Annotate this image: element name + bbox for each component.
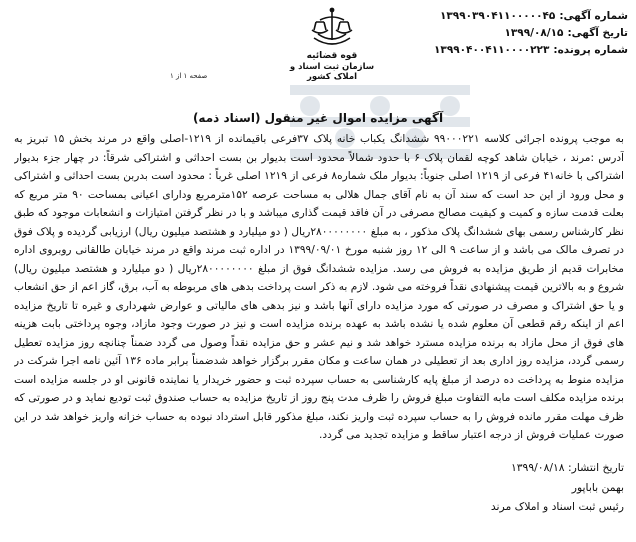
ad-number-label: شماره آگهی: — [559, 10, 628, 22]
page-number: صفحه ۱ از ۱ — [170, 72, 208, 80]
ad-date-value: ۱۳۹۹/۰۸/۱۵ — [504, 27, 564, 39]
org-name-registration: سازمان ثبت اسناد و املاک کشور — [289, 62, 375, 82]
signer-position: رئیس ثبت اسناد و املاک مرند — [490, 500, 624, 513]
ad-number-row — [378, 8, 628, 25]
org-name-judiciary: قوه قضائیه — [306, 51, 358, 61]
notice-title: آگهی مزایده اموال غیر منقول (اسناد ذمه) — [192, 111, 444, 125]
ad-number-value: ۱۳۹۹۰۳۹۰۴۱۱۰۰۰۰۰۴۵ — [439, 10, 556, 22]
signature-block — [360, 458, 624, 517]
judiciary-emblem — [286, 6, 378, 86]
ad-meta-block — [378, 8, 628, 59]
case-number-label: شماره پرونده: — [553, 44, 628, 56]
case-number-value: ۱۳۹۹۰۴۰۰۴۱۱۰۰۰۰۲۲۳ — [434, 44, 550, 56]
ad-date-row — [378, 25, 628, 42]
scales-emblem-icon — [306, 6, 358, 50]
ad-date-label: تاریخ آگهی: — [567, 27, 628, 39]
notice-body: به موجب پرونده اجرائی کلاسه ۹۹۰۰۰۲۲۱ ششدانگ یکباب خانه پلاک ۳۷فرعی باقیمانده از ۱۲۱۹-اصلی واقع در مرند بخش ۱۵ تبریز به آدرس :مرند ، خیابان شاهد کوچه لقمان پلاک ۶ با حدود شمالاً محدود است بدیوار بن بست احداثی و اشتراکی شرقاً: در چهار جزء بدیوار اشتراکی با خانه۴۱ فرعی از ۱۲۱۹ اصلی جنوباً: بدیوار ملک شماره۸ فرعی از ۱۲۱۹ اصلی غرباً : محدود است بدربن بست احداثی و اشتراکی و محل ورود از این حد است که سند آن به نام آقای جمال هلالی به مساحت عرصه ۱۵۲مترمربع ودارای اعیانی بمساحت ۹۰ متر مربع که بعلت قدمت سازه و کمیت و کیفیت مصالح مصرفی در آن فاقد قیمت گذاری میباشد و با در نظر گرفتن امتیازات و انشعابات موجود که طبق نظر کارشناس رسمی بهای ششدانگ پلاک مذکور ، به مبلغ ۲۸۰۰۰۰۰۰۰۰ریال ( دو میلیارد و هشتصد میلیون ریال) ارزیابی گردیده و پلاک فوق در تصرف مالک می باشد و از ساعت ۹ الی ۱۲ روز شنبه مورخ ۱۳۹۹/۰۹/۰۱ در اداره ثبت مرند واقع در مرند خیابان طالقانی روبروی اداره مخابرات قدیم از طریق مزایده به فروش می رسد. مزایده ششدانگ فوق از مبلغ ۲۸۰۰۰۰۰۰۰۰ریال ( دو میلیارد و هشتصد میلیون ریال) شروع و به بالاترین قیمت پیشنهادی نقداً فروخته می شود. لازم به ذکر است پرداخت بدهی های مربوطه به آب، برق، گاز اعم از حق انشعاب و یا حق اشتراک و مصرف در صورتی که مورد مزایده دارای آنها باشد و نیز بدهی های مالیاتی و عوارض شهرداری و غیره تا تاریخ مزایده اعم از اینکه رقم قطعی آن معلوم شده یا نشده باشد به عهده برنده مزایده است و نیز در صورت وجود مازاد، وجوه پرداختی بابت هزینه های فوق از محل مازاد به برنده مزایده مسترد خواهد شد و نیم عشر و حق مزایده نقداً وصول می گردد ضمناً چنانچه روز مزایده تعطیل رسمی گردد، مزایده روز اداری بعد از تعطیلی در همان ساعت و مکان مقرر برگزار خواهد شدضمناً برابر ماده ۱۳۶ آئین نامه اجرا شرکت در مزایده منوط به پرداخت ده درصد از مبلغ پایه کارشناسی به حساب سپرده ثبت و حضور خریدار یا نماینده قانونی او در جلسه مزایده است برنده مزایده مکلف است مابه التفاوت مبلغ فروش را ظرف مدت پنج روز از تاریخ مزایده به حساب صندوق ثبت تودیع نماید و در صورتی که ظرف مهلت مقرر مانده فروش را به حساب سپرده ثبت واریز نکند، مبلغ مذکور قابل استرداد نبوده به حساب خزانه واریز خواهد شد در این صورت عملیات فروش از درجه اعتبار ساقط و مزایده تجدید می گردد. — [14, 133, 624, 441]
signer-name: بهمن باباپور — [571, 480, 624, 494]
case-number-row — [378, 42, 628, 59]
publish-date: تاریخ انتشار: ۱۳۹۹/۰۸/۱۸ — [510, 461, 624, 474]
